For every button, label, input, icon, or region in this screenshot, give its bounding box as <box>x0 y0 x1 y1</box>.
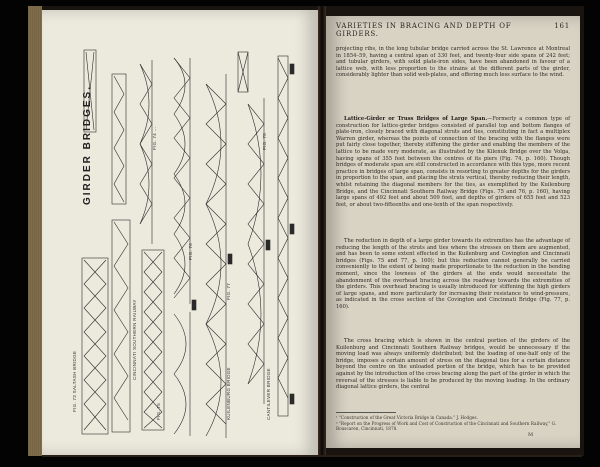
fig-label: FIG. 76 <box>188 242 193 260</box>
fig-label: KUILENBURG BRIDGE <box>226 367 231 420</box>
fig-label: CINCINNATI SOUTHERN RAILWAY <box>132 299 137 380</box>
right-page <box>326 16 580 448</box>
fig-label: CANTILEVER BRIDGE <box>266 368 271 420</box>
section-heading: Lattice-Girder or Truss Bridges of Large Span. <box>344 116 488 122</box>
page-edges <box>28 6 42 456</box>
fig-label: FIG. 78 <box>262 132 267 150</box>
paragraph: projecting ribs, in the long tubular bridge carried across the St. Lawrence at Montreal in 1854–59, having a central span of 330 feet, and twenty-four side spans of 242 feet; and tubular girders, with solid plate-iron sides, have been abandoned in favour of a lattice web, with less proportion to the strains at the different parts of the girder, considerably lighter than solid web-plates, and offering much less surface to the wind. <box>336 46 570 79</box>
paragraph: The cross bracing which is shown in the central portion of the girders of the Kuilenburg and Cincinnati Southern Railway bridges, would be unnecessary if the moving load was always uniformly distributed; but the loading of one-half only of the bridge, imposes a certain amount of stress on the diagonal ties for a certain distance beyond the centre on the unloaded portion of the bridge, which has to be provided against by the introduction of the cross bracing along the part of the girder in which the reversal of the stresses is liable to be produced by the moving loading. In the ordinary diagonal lattice girders, the central <box>336 338 570 391</box>
footnote: ¹ "Construction of the Great Victoria Bridge in Canada." J. Hodges. <box>336 415 478 420</box>
book-gutter <box>318 6 326 456</box>
footnote-rule <box>336 412 396 413</box>
paragraph <box>336 116 570 208</box>
page-number: 161 <box>554 22 570 30</box>
fig-label: FIG. 74 ... <box>152 126 157 150</box>
fig-label: FIG. 75 <box>156 402 161 420</box>
footnote: ² "Report on the Progress of Work and Cost of Construction of the Cincinnati and Southern Railway," G. Bouscaren, Cincinnati, 1878. <box>336 421 557 432</box>
bridge-plate-illustration <box>78 44 310 444</box>
running-header <box>336 22 570 38</box>
fig-label: FIG. 73 SALTASH BRIDGE <box>72 350 77 412</box>
header-title: VARIETIES IN BRACING AND DEPTH OF GIRDERS. <box>336 22 512 38</box>
signature-mark: M <box>528 432 534 438</box>
book-bottom-edge <box>42 455 582 457</box>
plate-title: GIRDER BRIDGES. <box>82 84 93 205</box>
paragraph: The reduction in depth of a large girder towards its extremities has the advantage of reducing the length of the struts and ties where the stresses on them are augmented, and has been to some extent effected in the Kuilenburg and Covington and Cincinnati bridges (Figs. 75 and 77, p. 160); but this reduction cannot generally be carried conveniently to the extent of being made proportionate to the reduction in the bending moment, since the lowness of the girders at the ends would necessitate the abandonment of the overhead bracing across the roadway towards the extremities of the girders. This overhead bracing is usually introduced for stiffening the high girders of large spans, and more particularly for increasing their resistance to wind-pressure, as indicated in the cross section of the Covington and Cincinnati Bridge (Fig. 77, p. 160). <box>336 238 570 310</box>
paragraph-body: —Formerly a common type of construction for lattice-girder bridges consisted of parallel top and bottom flanges of plate-iron, closely braced with diagonal struts and ties, constituting in fact a multiplex Warren girder, whereas the points of connection of the bracing with the flanges were put fairly close together, thereby stiffening the girder and enabling the members of the lattice to be made very moderate, as illustrated by the Kilenuk Bridge over the Volga, having spans of 355 feet between the centres of its piers (Fig. 74, p. 160). Though bridges of moderate span are still constructed in accordance with this type, more recent practice in bridges of large span, consists in resorting to greater depths for the girders in proportion to the span, and placing the struts vertical, thereby reducing their length, whilst retaining the diagonal members for the ties, as exemplified by the Kuilenburg Bridge, and the Cincinnati Southern Railway Bridge (Figs. 75 and 76, p. 160), having large spans of 492 feet and about 509 feet, and depths of girders of 655 feet and 523 feet, or about two-fifteenths and one-tenth of the span respectively. <box>336 116 570 208</box>
fig-label: FIG. 77 <box>226 282 231 300</box>
